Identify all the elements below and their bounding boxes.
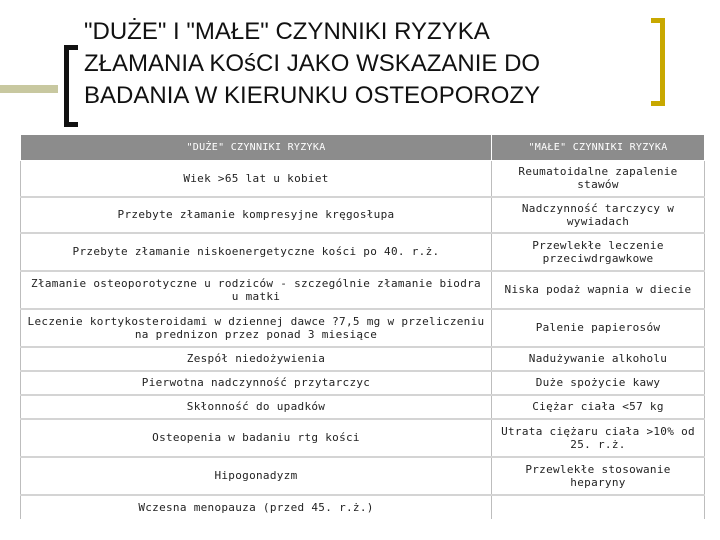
table-row [21, 347, 705, 371]
left-bracket-decoration [64, 45, 78, 127]
table-row [21, 395, 705, 419]
minor-factor-cell: Utrata ciężaru ciała >10% od 25. r.ż. [492, 419, 705, 457]
table-row [21, 161, 705, 197]
table-row [21, 419, 705, 457]
minor-factor-cell: Duże spożycie kawy [492, 371, 705, 395]
major-factor-cell: Skłonność do upadków [21, 395, 492, 419]
minor-factor-cell [492, 495, 705, 519]
table-row [21, 457, 705, 495]
minor-factor-cell: Nadczynność tarczycy w wywiadach [492, 197, 705, 233]
major-factors-header: "DUŻE" CZYNNIKI RYZYKA [21, 135, 492, 161]
minor-factor-cell: Ciężar ciała <57 kg [492, 395, 705, 419]
decorative-bar [0, 85, 58, 93]
minor-factors-header: "MAŁE" CZYNNIKI RYZYKA [492, 135, 705, 161]
table-row [21, 271, 705, 309]
minor-factor-cell: Przewlekłe stosowanie heparyny [492, 457, 705, 495]
major-factor-cell: Pierwotna nadczynność przytarczyc [21, 371, 492, 395]
major-factor-cell: Przebyte złamanie niskoenergetyczne kości po 40. r.ż. [21, 233, 492, 271]
major-factor-cell: Złamanie osteoporotyczne u rodziców - szczególnie złamanie biodra u matki [21, 271, 492, 309]
right-bracket-decoration [651, 18, 665, 106]
table-row [21, 495, 705, 519]
table-header-row [21, 135, 705, 161]
slide-title: "DUŻE" I "MAŁE" CZYNNIKI RYZYKA ZŁAMANIA KOśCI JAKO WSKAZANIE DO BADANIA W KIERUNKU OSTEOPOROZY [84, 18, 541, 109]
major-factor-cell: Wiek >65 lat u kobiet [21, 161, 492, 197]
major-factor-cell: Zespół niedożywienia [21, 347, 492, 371]
table-row [21, 371, 705, 395]
major-factor-cell: Hipogonadyzm [21, 457, 492, 495]
major-factor-cell: Przebyte złamanie kompresyjne kręgosłupa [21, 197, 492, 233]
minor-factor-cell: Niska podaż wapnia w diecie [492, 271, 705, 309]
table-row [21, 233, 705, 271]
major-factor-cell: Leczenie kortykosteroidami w dziennej dawce ?7,5 mg w przeliczeniu na prednizon przez ponad 3 miesiące [21, 309, 492, 347]
major-factor-cell: Osteopenia w badaniu rtg kości [21, 419, 492, 457]
minor-factor-cell: Nadużywanie alkoholu [492, 347, 705, 371]
major-factor-cell: Wczesna menopauza (przed 45. r.ż.) [21, 495, 492, 519]
minor-factor-cell: Przewlekłe leczenie przeciwdrgawkowe [492, 233, 705, 271]
table-row [21, 309, 705, 347]
table-row [21, 197, 705, 233]
minor-factor-cell: Palenie papierosów [492, 309, 705, 347]
minor-factor-cell: Reumatoidalne zapalenie stawów [492, 161, 705, 197]
risk-factors-table [20, 134, 705, 519]
